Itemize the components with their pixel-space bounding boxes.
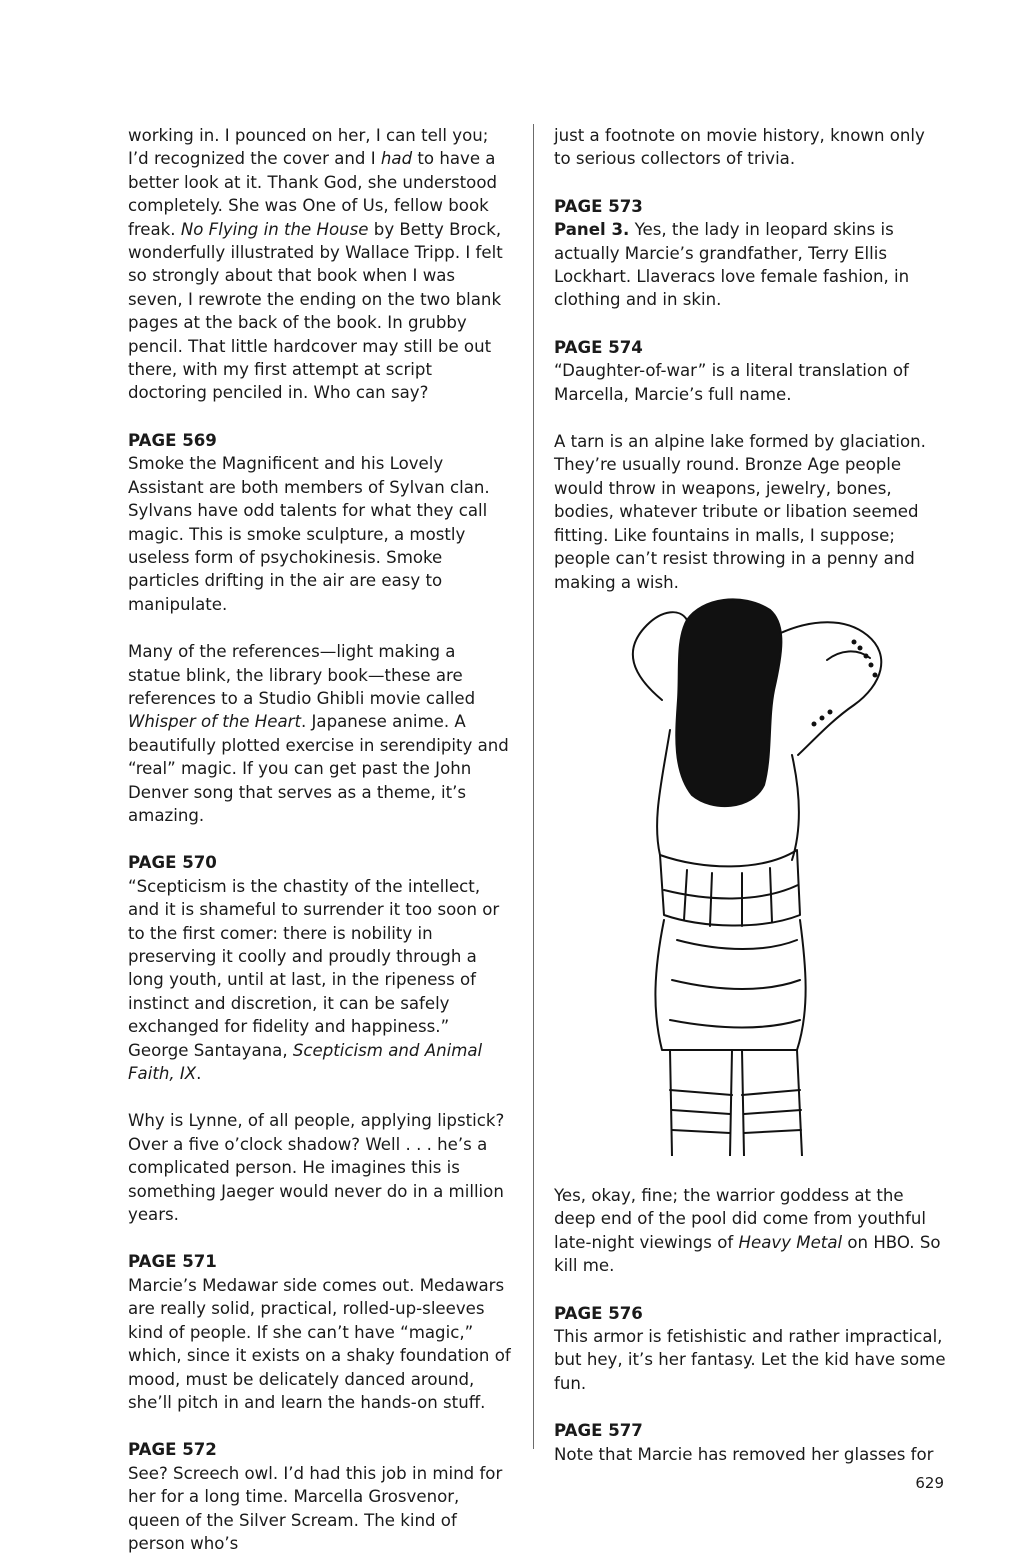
text-run: just a footnote on movie history, known only to serious collectors of trivia. <box>554 126 925 169</box>
text-run: Why is Lynne, of all people, applying lipstick? Over a five o’clock shadow? Well . . . he’s a complicated person. He imagines this is something Jaeger would never do in a million years. <box>128 1111 505 1225</box>
section-page-577 <box>554 1419 946 1466</box>
paragraph <box>128 1462 512 1555</box>
section-heading: PAGE 570 <box>128 853 217 873</box>
right-arm <box>767 622 881 755</box>
paragraph <box>128 124 512 405</box>
paragraph <box>554 1325 946 1395</box>
illustration-woman-corset <box>592 580 912 1156</box>
section-heading: PAGE 571 <box>128 1252 217 1272</box>
paragraph <box>128 640 512 827</box>
text-run: Yes, the lady in leopard skins is actually Marcie’s grandfather, Terry Ellis Lockhart. Llaveracs love female fashion, in clothing and in skin. <box>554 220 910 310</box>
section-heading: PAGE 577 <box>554 1421 643 1441</box>
text-run: A tarn is an alpine lake formed by glaciation. They’re usually round. Bronze Age people would throw in weapons, jewelry, bones, bodies, whatever tribute or libation seemed fitting. Like fountains in malls, I suppose; people can’t resist throwing in a penny and making a wish. <box>554 432 926 592</box>
italic-text: No Flying in the House <box>180 219 369 239</box>
text-run: Many of the references—light making a statue blink, the library book—these are references to a Studio Ghibli movie called <box>128 642 476 708</box>
text-run: “Daughter-of-war” is a literal translation of Marcella, Marcie’s full name. <box>554 361 909 404</box>
left-column <box>128 124 512 1555</box>
section-heading: PAGE 576 <box>554 1303 643 1323</box>
paragraph <box>128 452 512 616</box>
text-run: Marcie’s Medawar side comes out. Medawars are really solid, practical, rolled-up-sleeves kind of people. If she can’t have “magic,” which, since it exists on a shaky foundation of mood, must be delicately danced around, she’ll pitch in and learn the hands-on stuff. <box>128 1275 511 1412</box>
corset <box>660 850 800 926</box>
section-heading: PAGE 574 <box>554 337 643 357</box>
section-page-574 <box>554 336 946 594</box>
text-run: working in. I pounced on her, I can tell you; I’d recognized the cover and I <box>128 126 489 169</box>
section-page-573 <box>554 195 946 312</box>
text-run: . Japanese anime. A beautifully plotted exercise in serendipity and “real” magic. If you can get past the John Denver song that serves as a theme, it’s amazing. <box>128 712 509 825</box>
text-run: to have a better look at it. Thank God, she understood completely. She was One of Us, fellow book freak. <box>128 149 498 239</box>
italic-text: Heavy Metal <box>738 1232 843 1252</box>
paragraph <box>554 124 946 171</box>
section-heading: PAGE 572 <box>128 1440 217 1460</box>
paragraph <box>554 1184 946 1278</box>
section-page-570 <box>128 851 512 1226</box>
paragraph <box>128 1274 512 1414</box>
page-number: 629 <box>915 1474 944 1492</box>
paragraph <box>554 430 946 594</box>
italic-text: had <box>380 149 413 169</box>
text-run: . <box>196 1064 202 1084</box>
section-page-572 <box>128 1438 512 1555</box>
text-run: Note that Marcie has removed her glasses for <box>554 1444 934 1464</box>
hair <box>676 599 781 806</box>
text-run: Yes, okay, fine; the warrior goddess at the deep end of the pool did come from youthful late-night viewings of <box>554 1185 927 1252</box>
section-page-571 <box>128 1250 512 1414</box>
stockings <box>670 1090 801 1133</box>
section-heading: PAGE 569 <box>128 430 217 450</box>
paragraph <box>554 218 946 312</box>
text-run: This armor is fetishistic and rather impractical, but hey, it’s her fantasy. Let the kid have some fun. <box>554 1326 946 1393</box>
legs <box>670 1050 802 1156</box>
paragraph <box>128 1109 512 1226</box>
back-outline <box>657 730 670 855</box>
text-run: by Betty Brock, wonderfully illustrated by Wallace Tripp. I felt so strongly about that book when I was seven, I rewrote the ending on the two blank pages at the back of the book. In grubby pencil. That little hardcover may still be out there, with my first attempt at script doctoring penciled in. Who can say? <box>128 219 503 403</box>
section-page-569 <box>128 429 512 828</box>
paragraph <box>554 1443 946 1466</box>
paragraph <box>128 875 512 1086</box>
bold-text: Panel 3. <box>554 220 630 240</box>
paragraph <box>554 359 946 406</box>
section-page-576 <box>554 1302 946 1396</box>
italic-text: Scepticism and Animal Faith, IX <box>128 1040 483 1084</box>
column-divider <box>533 124 534 1449</box>
italic-text: Whisper of the Heart <box>128 712 301 732</box>
text-run: on HBO. So kill me. <box>554 1232 941 1276</box>
section-heading: PAGE 573 <box>554 196 643 216</box>
text-run: Smoke the Magnificent and his Lovely Assistant are both members of Sylvan clan. Sylvans have odd talents for what they call magic. This is smoke sculpture, a mostly useless form of psychokinesis. Smoke particles drifting in the air are easy to manipulate. <box>128 454 490 614</box>
text-run: See? Screech owl. I’d had this job in mind for her for a long time. Marcella Grosvenor, queen of the Silver Scream. The kind of person who’s <box>128 1463 503 1553</box>
text-run: “Scepticism is the chastity of the intellect, and it is shameful to surrender it too soon or to the first comer: there is nobility in preserving it coolly and proudly through a long youth, until at last, in the ripeness of instinct and discretion, it can be safely exchanged for fidelity and happiness.” George Santayana, <box>128 876 500 1060</box>
